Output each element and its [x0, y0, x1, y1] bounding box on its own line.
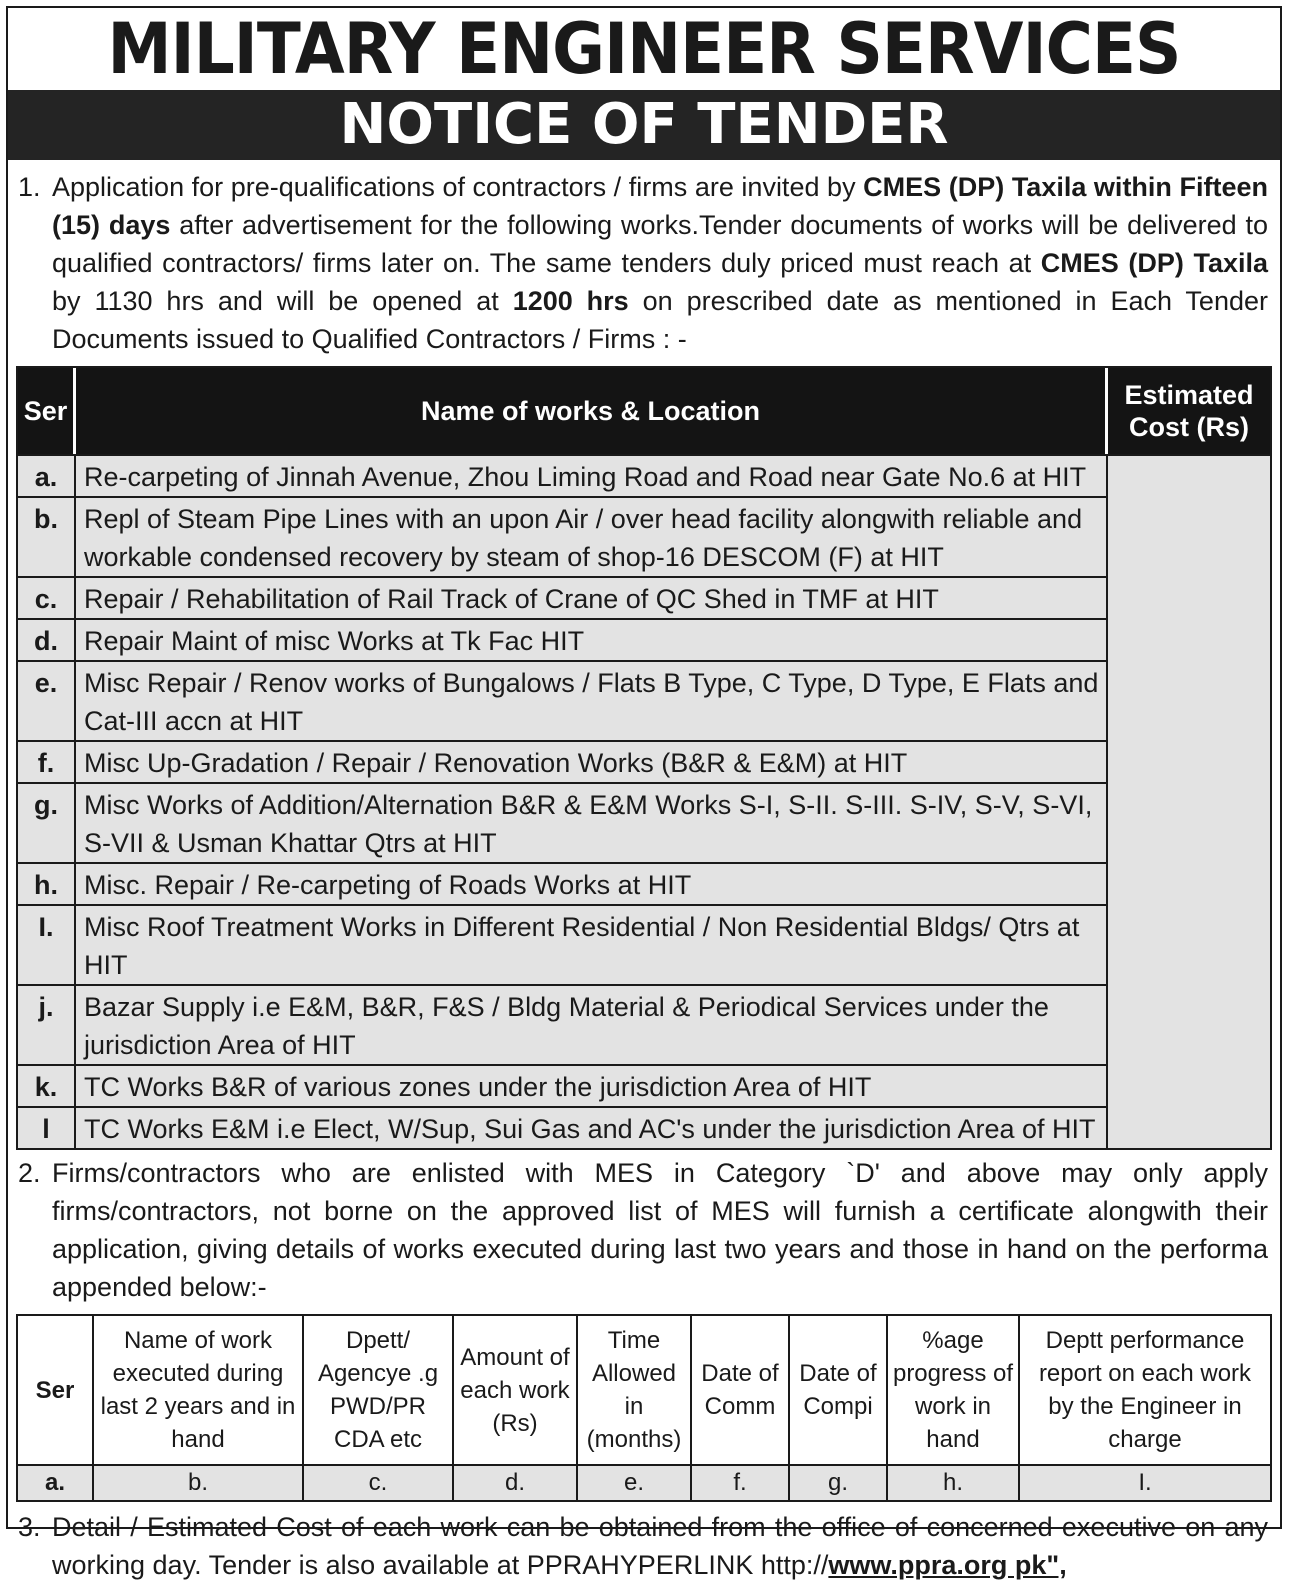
performa-col-amount: Amount of each work (Rs) — [454, 1316, 578, 1466]
table-row — [18, 984, 1270, 1064]
paragraph-2 — [8, 1154, 1280, 1306]
performa-cell: a. — [18, 1466, 94, 1500]
para3-text: Detail / Estimated Cost of each work can be obtained from the office of concerned executive on any working day. Tender is also available at PPRAHYPERLINK http:// — [52, 1512, 1268, 1580]
performa-col-performance-report: Deptt performance report on each work by the Engineer in charge — [1020, 1316, 1270, 1466]
table-row — [18, 496, 1270, 576]
ppra-link[interactable]: www.ppra.org pk", — [828, 1550, 1067, 1580]
paragraph-number: 3. — [18, 1512, 41, 1542]
col-ser: Ser — [18, 368, 76, 454]
row-work: Repl of Steam Pipe Lines with an upon Air / over head facility alongwith reliable and workable condensed recovery by steam of shop-16 DESCOM (F) at HIT — [76, 496, 1108, 576]
performa-col-date-compl: Date of Compi — [790, 1316, 888, 1466]
performa-table — [16, 1314, 1272, 1502]
table-row — [18, 454, 1270, 496]
performa-cell: e. — [578, 1466, 692, 1500]
performa-col-name-of-work: Name of work executed during last 2 years and in hand — [94, 1316, 304, 1466]
row-ser: a. — [18, 454, 76, 496]
para1-text-4: on prescribed date as mentioned in Each Tender Documents issued to Qualified Contractors / Firms : - — [52, 286, 1268, 354]
row-work: TC Works E&M i.e Elect, W/Sup, Sui Gas and AC's under the jurisdiction Area of HIT — [76, 1106, 1108, 1148]
performa-cell: h. — [888, 1466, 1020, 1500]
performa-col-date-comm: Date of Comm — [692, 1316, 790, 1466]
row-ser: e. — [18, 660, 76, 740]
row-work: Misc Repair / Renov works of Bungalows / Flats B Type, C Type, D Type, E Flats and Cat-III accn at HIT — [76, 660, 1108, 740]
row-work: Misc Works of Addition/Alternation B&R & E&M Works S-I, S-II. S-III. S-IV, S-V, S-VI, S-VII & Usman Khattar Qtrs at HIT — [76, 782, 1108, 862]
performa-col-agency: Dpett/ Agencye .g PWD/PR CDA etc — [304, 1316, 454, 1466]
performa-col-time-allowed: Time Allowed in (months) — [578, 1316, 692, 1466]
performa-cell: d. — [454, 1466, 578, 1500]
row-ser: c. — [18, 576, 76, 618]
row-ser: b. — [18, 496, 76, 576]
paragraph-1 — [8, 168, 1280, 358]
row-ser: h. — [18, 862, 76, 904]
row-ser: f. — [18, 740, 76, 782]
table-row — [18, 1064, 1270, 1106]
performa-col-ser: Ser — [18, 1316, 94, 1466]
table-row — [18, 1106, 1270, 1148]
row-ser: I. — [18, 904, 76, 984]
para1-text-1: Application for pre-qualifications of contractors / firms are invited by — [52, 172, 864, 202]
para2-text: Firms/contractors who are enlisted with MES in Category `D' and above may only apply firms/contractors, not borne on the approved list of MES will furnish a certificate alongwith their application, giving details of works executed during last two years and those in hand on the performa appended below:- — [52, 1158, 1268, 1302]
performa-cell: b. — [94, 1466, 304, 1500]
table-row — [18, 576, 1270, 618]
row-work: Misc Roof Treatment Works in Different Residential / Non Residential Bldgs/ Qtrs at HIT — [76, 904, 1108, 984]
org-title: MILITARY ENGINEER SERVICES — [107, 8, 1181, 90]
paragraph-3 — [8, 1508, 1280, 1584]
table-row — [18, 660, 1270, 740]
row-work: Repair / Rehabilitation of Rail Track of Crane of QC Shed in TMF at HIT — [76, 576, 1108, 618]
performa-cell: I. — [1020, 1466, 1270, 1500]
para1-bold-1: CMES (DP) Taxila within Fifteen (15) days — [52, 172, 1268, 240]
paragraph-number: 2. — [18, 1158, 41, 1188]
performa-cell: g. — [790, 1466, 888, 1500]
row-ser: l — [18, 1106, 76, 1148]
table-row — [18, 1466, 1270, 1500]
row-work: Repair Maint of misc Works at Tk Fac HIT — [76, 618, 1108, 660]
table-row — [18, 740, 1270, 782]
works-table — [16, 366, 1272, 1150]
tender-notice — [6, 6, 1282, 1580]
performa-cell: c. — [304, 1466, 454, 1500]
row-ser: j. — [18, 984, 76, 1064]
para1-text-3: by 1130 hrs and will be opened at — [52, 286, 513, 316]
performa-col-progress: %age progress of work in hand — [888, 1316, 1020, 1466]
table-row — [18, 904, 1270, 984]
row-work: Re-carpeting of Jinnah Avenue, Zhou Liming Road and Road near Gate No.6 at HIT — [76, 454, 1108, 496]
row-work: Bazar Supply i.e E&M, B&R, F&S / Bldg Material & Periodical Services under the jurisdiction Area of HIT — [76, 984, 1108, 1064]
row-work: TC Works B&R of various zones under the jurisdiction Area of HIT — [76, 1064, 1108, 1106]
paragraph-number: 1. — [18, 172, 41, 202]
table-row — [18, 618, 1270, 660]
col-name-of-works: Name of works & Location — [76, 368, 1108, 454]
notice-banner: NOTICE OF TENDER — [8, 90, 1280, 160]
table-row — [18, 862, 1270, 904]
row-ser: d. — [18, 618, 76, 660]
row-ser: g. — [18, 782, 76, 862]
row-work: Misc. Repair / Re-carpeting of Roads Works at HIT — [76, 862, 1108, 904]
para1-bold-2: CMES (DP) Taxila — [1040, 248, 1268, 278]
estimated-cost-cell — [1108, 454, 1270, 1148]
col-estimated-cost: Estimated Cost (Rs) — [1108, 368, 1270, 454]
para1-text-2: after advertisement for the following works.Tender documents of works will be delivered to qualified contractors/ firms later on. The same tenders duly priced must reach at — [52, 210, 1268, 278]
row-ser: k. — [18, 1064, 76, 1106]
para1-bold-3: 1200 hrs — [512, 286, 629, 316]
performa-cell: f. — [692, 1466, 790, 1500]
table-row — [18, 782, 1270, 862]
row-work: Misc Up-Gradation / Repair / Renovation Works (B&R & E&M) at HIT — [76, 740, 1108, 782]
